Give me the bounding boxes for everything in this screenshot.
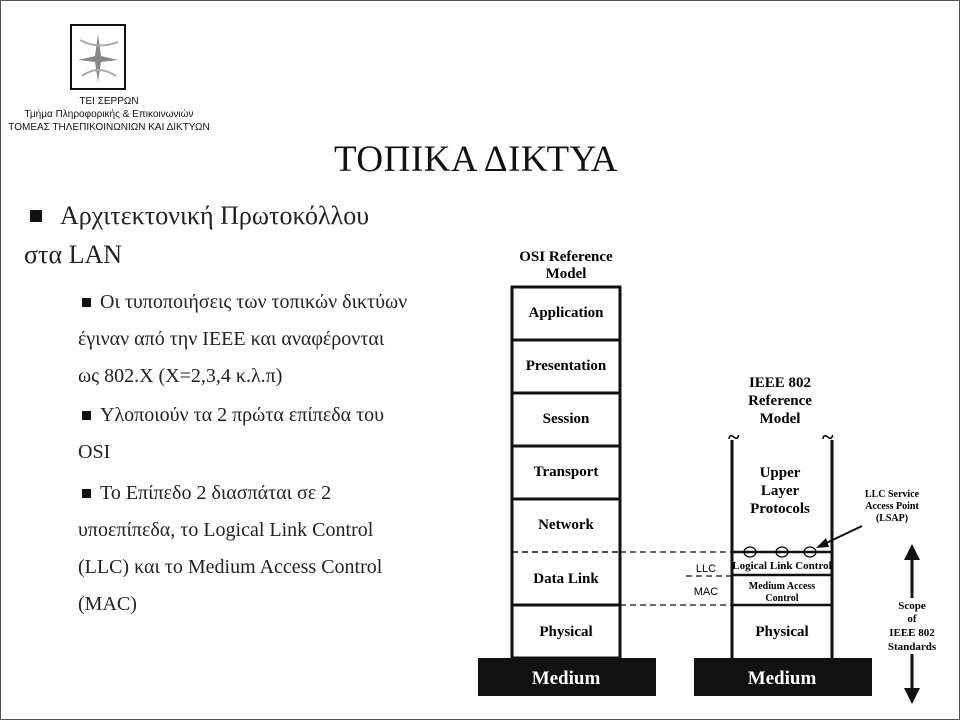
ieee-title-line-3: Model: [759, 411, 801, 427]
osi-layer-presentation: Presentation: [525, 358, 607, 374]
bullet-3-line-1: Το Επίπεδο 2 διασπάται σε 2: [100, 482, 332, 504]
institution-name: ΤΕΙ ΣΕΡΡΩΝ: [79, 96, 139, 107]
llc-label: LLC: [695, 563, 717, 575]
heading-line-1: Αρχιτεκτονική Πρωτοκόλλου: [60, 201, 370, 230]
bullet-1-line-2: έγιναν από την IEEE και αναφέρονται: [78, 328, 385, 350]
lsap-label-line-2: Access Point: [865, 501, 919, 512]
department-name: Τμήμα Πληροφορικής & Επικοινωνιών: [24, 109, 194, 120]
osi-medium-label: Medium: [531, 668, 601, 689]
bullet-3-line-3: (LLC) και το Medium Access Control: [78, 556, 383, 578]
scope-line-3: IEEE 802: [889, 627, 935, 639]
mac-block-line-2: Control: [765, 593, 799, 604]
osi-layer-data-link: Data Link: [533, 571, 599, 587]
osi-layer-network: Network: [538, 517, 594, 533]
lsap-label-line-1: LLC Service: [864, 489, 920, 500]
ieee-medium-label: Medium: [747, 668, 817, 689]
lsap-arrow: [822, 526, 862, 545]
osi-layer-physical: Physical: [539, 624, 593, 640]
mac-label: MAC: [693, 586, 719, 598]
upper-layer-line-1: Upper: [759, 465, 801, 481]
lsap-arrowhead-icon: [816, 538, 829, 548]
upper-layer-line-2: Layer: [760, 483, 800, 499]
osi-layer-transport: Transport: [533, 464, 599, 480]
bullet-1-line-3: ως 802.Χ (Χ=2,3,4 κ.λ.π): [78, 365, 283, 387]
llc-block: Logical Link Control: [732, 560, 832, 572]
bullet-1-line-1: Οι τυποποιήσεις των τοπικών δικτύων: [100, 291, 408, 313]
osi-title-line-1: OSI Reference: [519, 249, 613, 265]
osi-title-line-2: Model: [545, 266, 587, 282]
ieee-title-line-1: IEEE 802: [748, 375, 812, 391]
scope-line-1: Scope: [898, 600, 926, 612]
heading-line-2: στα LAN: [24, 240, 123, 269]
mac-block-line-1: Medium Access: [748, 581, 816, 592]
scope-arrowhead-down-icon: [904, 688, 920, 704]
osi-layer-session: Session: [542, 411, 590, 427]
slide-title: ΤΟΠΙΚΑ ΔΙΚΤΥΑ: [334, 139, 618, 180]
sector-name: ΤΟΜΕΑΣ ΤΗΛΕΠΙΚΟΙΝΩΝΙΩΝ ΚΑΙ ΔΙΚΤΥΩΝ: [8, 122, 210, 133]
bullet-2-line-2: OSI: [78, 441, 111, 463]
bullet-3-line-2: υποεπίπεδα, το Logical Link Control: [78, 519, 374, 541]
scope-line-2: of: [907, 613, 917, 625]
scope-line-4: Standards: [887, 641, 937, 653]
tilde-left-icon: ~: [728, 424, 740, 449]
osi-layer-application: Application: [528, 305, 604, 321]
lsap-label-line-3: (LSAP): [875, 513, 909, 524]
ieee-title-line-2: Reference: [748, 393, 812, 409]
bullet-2-line-1: Υλοποιούν τα 2 πρώτα επίπεδα του: [100, 404, 385, 426]
scope-arrowhead-up-icon: [904, 544, 920, 560]
ieee-physical: Physical: [755, 624, 809, 640]
upper-layer-line-3: Protocols: [750, 501, 810, 517]
bullet-3-line-4: (MAC): [78, 593, 137, 615]
tilde-right-icon: ~: [822, 424, 834, 449]
